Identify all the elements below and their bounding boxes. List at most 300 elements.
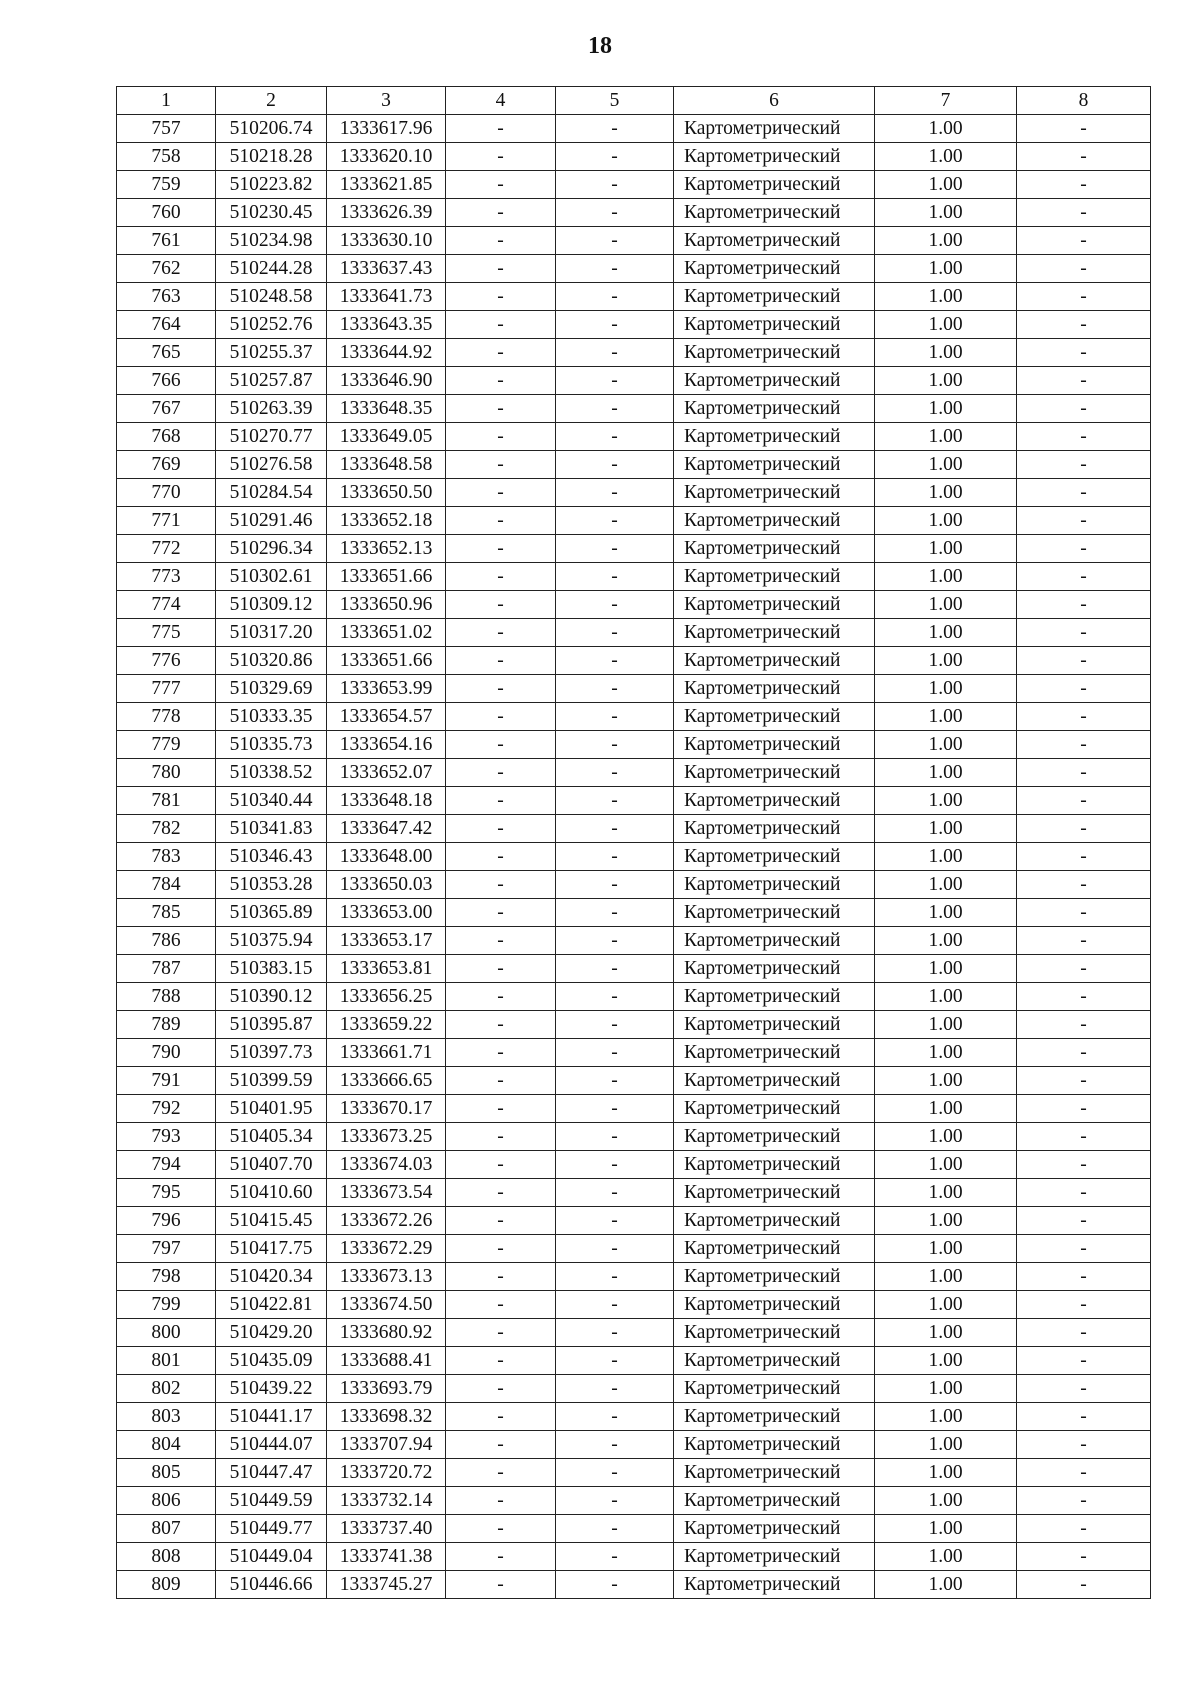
table-row [117, 395, 1151, 423]
cell-col-5: - [556, 1179, 674, 1207]
cell-y-coordinate: 1333659.22 [327, 1011, 446, 1039]
cell-col-4: - [446, 143, 556, 171]
cell-accuracy: 1.00 [875, 983, 1017, 1011]
cell-col-5: - [556, 227, 674, 255]
cell-x-coordinate: 510390.12 [216, 983, 327, 1011]
cell-col-5: - [556, 423, 674, 451]
cell-col-4: - [446, 591, 556, 619]
cell-accuracy: 1.00 [875, 1179, 1017, 1207]
table-row [117, 255, 1151, 283]
cell-col-8: - [1017, 1235, 1151, 1263]
cell-col-8: - [1017, 759, 1151, 787]
cell-accuracy: 1.00 [875, 507, 1017, 535]
cell-accuracy: 1.00 [875, 1319, 1017, 1347]
table-row [117, 1319, 1151, 1347]
cell-method: Картометрический [674, 1571, 875, 1599]
cell-method: Картометрический [674, 1067, 875, 1095]
cell-col-5: - [556, 115, 674, 143]
cell-col-5: - [556, 367, 674, 395]
cell-accuracy: 1.00 [875, 1151, 1017, 1179]
cell-col-5: - [556, 339, 674, 367]
cell-method: Картометрический [674, 927, 875, 955]
cell-accuracy: 1.00 [875, 1235, 1017, 1263]
table-row [117, 1263, 1151, 1291]
cell-accuracy: 1.00 [875, 311, 1017, 339]
cell-method: Картометрический [674, 1207, 875, 1235]
cell-method: Картометрический [674, 1515, 875, 1543]
cell-accuracy: 1.00 [875, 843, 1017, 871]
cell-y-coordinate: 1333672.26 [327, 1207, 446, 1235]
cell-col-5: - [556, 1235, 674, 1263]
cell-method: Картометрический [674, 1459, 875, 1487]
cell-y-coordinate: 1333652.13 [327, 535, 446, 563]
cell-point-number: 768 [117, 423, 216, 451]
cell-y-coordinate: 1333653.99 [327, 675, 446, 703]
cell-x-coordinate: 510335.73 [216, 731, 327, 759]
cell-col-4: - [446, 731, 556, 759]
cell-col-4: - [446, 171, 556, 199]
cell-col-4: - [446, 1291, 556, 1319]
cell-y-coordinate: 1333745.27 [327, 1571, 446, 1599]
cell-y-coordinate: 1333741.38 [327, 1543, 446, 1571]
cell-col-8: - [1017, 1431, 1151, 1459]
cell-y-coordinate: 1333648.18 [327, 787, 446, 815]
cell-x-coordinate: 510320.86 [216, 647, 327, 675]
cell-col-8: - [1017, 227, 1151, 255]
cell-col-5: - [556, 983, 674, 1011]
cell-y-coordinate: 1333674.50 [327, 1291, 446, 1319]
cell-point-number: 801 [117, 1347, 216, 1375]
cell-col-5: - [556, 255, 674, 283]
cell-accuracy: 1.00 [875, 1039, 1017, 1067]
column-header-6: 6 [674, 87, 875, 115]
table-row [117, 1543, 1151, 1571]
cell-method: Картометрический [674, 815, 875, 843]
cell-point-number: 770 [117, 479, 216, 507]
table-row [117, 1347, 1151, 1375]
cell-y-coordinate: 1333672.29 [327, 1235, 446, 1263]
table-row [117, 339, 1151, 367]
cell-accuracy: 1.00 [875, 899, 1017, 927]
cell-col-8: - [1017, 143, 1151, 171]
cell-x-coordinate: 510340.44 [216, 787, 327, 815]
cell-accuracy: 1.00 [875, 1347, 1017, 1375]
cell-col-5: - [556, 647, 674, 675]
cell-y-coordinate: 1333698.32 [327, 1403, 446, 1431]
cell-method: Картометрический [674, 535, 875, 563]
cell-col-4: - [446, 1151, 556, 1179]
cell-method: Картометрический [674, 591, 875, 619]
table-row [117, 1459, 1151, 1487]
cell-method: Картометрический [674, 871, 875, 899]
table-row [117, 367, 1151, 395]
cell-col-8: - [1017, 255, 1151, 283]
cell-col-4: - [446, 1459, 556, 1487]
cell-method: Картометрический [674, 311, 875, 339]
cell-col-8: - [1017, 339, 1151, 367]
cell-x-coordinate: 510383.15 [216, 955, 327, 983]
cell-col-5: - [556, 1123, 674, 1151]
column-header-1: 1 [117, 87, 216, 115]
cell-point-number: 794 [117, 1151, 216, 1179]
cell-x-coordinate: 510410.60 [216, 1179, 327, 1207]
table-row [117, 311, 1151, 339]
cell-accuracy: 1.00 [875, 619, 1017, 647]
table-row [117, 1487, 1151, 1515]
cell-method: Картометрический [674, 1011, 875, 1039]
table-row [117, 1179, 1151, 1207]
cell-col-5: - [556, 1459, 674, 1487]
table-row [117, 1403, 1151, 1431]
cell-accuracy: 1.00 [875, 255, 1017, 283]
cell-col-8: - [1017, 1263, 1151, 1291]
table-row [117, 1151, 1151, 1179]
cell-y-coordinate: 1333651.66 [327, 647, 446, 675]
cell-col-4: - [446, 283, 556, 311]
cell-x-coordinate: 510449.04 [216, 1543, 327, 1571]
cell-col-5: - [556, 395, 674, 423]
cell-point-number: 809 [117, 1571, 216, 1599]
cell-point-number: 793 [117, 1123, 216, 1151]
table-row [117, 479, 1151, 507]
cell-point-number: 766 [117, 367, 216, 395]
cell-method: Картометрический [674, 339, 875, 367]
cell-accuracy: 1.00 [875, 479, 1017, 507]
cell-accuracy: 1.00 [875, 535, 1017, 563]
cell-method: Картометрический [674, 143, 875, 171]
cell-point-number: 763 [117, 283, 216, 311]
cell-col-5: - [556, 1571, 674, 1599]
cell-accuracy: 1.00 [875, 1011, 1017, 1039]
cell-point-number: 792 [117, 1095, 216, 1123]
cell-point-number: 769 [117, 451, 216, 479]
cell-point-number: 800 [117, 1319, 216, 1347]
cell-col-8: - [1017, 927, 1151, 955]
cell-x-coordinate: 510329.69 [216, 675, 327, 703]
cell-col-4: - [446, 1431, 556, 1459]
cell-method: Картометрический [674, 983, 875, 1011]
cell-accuracy: 1.00 [875, 199, 1017, 227]
cell-point-number: 757 [117, 115, 216, 143]
cell-col-4: - [446, 1515, 556, 1543]
cell-col-8: - [1017, 1067, 1151, 1095]
cell-point-number: 759 [117, 171, 216, 199]
cell-point-number: 802 [117, 1375, 216, 1403]
cell-col-5: - [556, 143, 674, 171]
table-row [117, 1571, 1151, 1599]
cell-col-4: - [446, 535, 556, 563]
cell-col-5: - [556, 1543, 674, 1571]
cell-method: Картометрический [674, 703, 875, 731]
cell-x-coordinate: 510401.95 [216, 1095, 327, 1123]
cell-point-number: 807 [117, 1515, 216, 1543]
cell-col-4: - [446, 563, 556, 591]
cell-col-8: - [1017, 1011, 1151, 1039]
cell-x-coordinate: 510435.09 [216, 1347, 327, 1375]
cell-col-8: - [1017, 675, 1151, 703]
table-row [117, 983, 1151, 1011]
table-row [117, 1067, 1151, 1095]
cell-x-coordinate: 510218.28 [216, 143, 327, 171]
cell-point-number: 767 [117, 395, 216, 423]
cell-method: Картометрический [674, 1039, 875, 1067]
cell-x-coordinate: 510439.22 [216, 1375, 327, 1403]
cell-col-4: - [446, 1571, 556, 1599]
table-row [117, 675, 1151, 703]
cell-col-5: - [556, 479, 674, 507]
cell-col-5: - [556, 1207, 674, 1235]
cell-col-5: - [556, 1291, 674, 1319]
cell-accuracy: 1.00 [875, 1375, 1017, 1403]
cell-accuracy: 1.00 [875, 1459, 1017, 1487]
table-row [117, 1291, 1151, 1319]
cell-x-coordinate: 510234.98 [216, 227, 327, 255]
cell-method: Картометрический [674, 1263, 875, 1291]
cell-col-4: - [446, 1375, 556, 1403]
cell-point-number: 805 [117, 1459, 216, 1487]
cell-col-4: - [446, 507, 556, 535]
column-header-4: 4 [446, 87, 556, 115]
cell-y-coordinate: 1333626.39 [327, 199, 446, 227]
cell-y-coordinate: 1333673.25 [327, 1123, 446, 1151]
cell-point-number: 760 [117, 199, 216, 227]
cell-y-coordinate: 1333647.42 [327, 815, 446, 843]
cell-accuracy: 1.00 [875, 451, 1017, 479]
cell-col-8: - [1017, 899, 1151, 927]
cell-y-coordinate: 1333670.17 [327, 1095, 446, 1123]
cell-x-coordinate: 510206.74 [216, 115, 327, 143]
cell-method: Картометрический [674, 1095, 875, 1123]
cell-method: Картометрический [674, 1151, 875, 1179]
cell-x-coordinate: 510420.34 [216, 1263, 327, 1291]
cell-col-5: - [556, 1151, 674, 1179]
cell-x-coordinate: 510309.12 [216, 591, 327, 619]
cell-col-4: - [446, 899, 556, 927]
cell-y-coordinate: 1333641.73 [327, 283, 446, 311]
cell-col-4: - [446, 843, 556, 871]
cell-accuracy: 1.00 [875, 1431, 1017, 1459]
cell-y-coordinate: 1333693.79 [327, 1375, 446, 1403]
cell-col-5: - [556, 171, 674, 199]
cell-point-number: 771 [117, 507, 216, 535]
cell-col-8: - [1017, 619, 1151, 647]
cell-method: Картометрический [674, 255, 875, 283]
cell-x-coordinate: 510244.28 [216, 255, 327, 283]
cell-method: Картометрический [674, 283, 875, 311]
cell-x-coordinate: 510365.89 [216, 899, 327, 927]
cell-method: Картометрический [674, 731, 875, 759]
cell-point-number: 790 [117, 1039, 216, 1067]
cell-col-8: - [1017, 479, 1151, 507]
cell-x-coordinate: 510449.59 [216, 1487, 327, 1515]
cell-col-4: - [446, 1123, 556, 1151]
cell-col-5: - [556, 1375, 674, 1403]
cell-method: Картометрический [674, 759, 875, 787]
cell-accuracy: 1.00 [875, 227, 1017, 255]
cell-point-number: 778 [117, 703, 216, 731]
cell-x-coordinate: 510276.58 [216, 451, 327, 479]
cell-x-coordinate: 510338.52 [216, 759, 327, 787]
cell-accuracy: 1.00 [875, 675, 1017, 703]
table-row [117, 759, 1151, 787]
cell-col-4: - [446, 759, 556, 787]
cell-accuracy: 1.00 [875, 1207, 1017, 1235]
cell-x-coordinate: 510375.94 [216, 927, 327, 955]
cell-x-coordinate: 510415.45 [216, 1207, 327, 1235]
cell-col-8: - [1017, 731, 1151, 759]
cell-point-number: 772 [117, 535, 216, 563]
cell-col-8: - [1017, 535, 1151, 563]
table-row [117, 955, 1151, 983]
cell-x-coordinate: 510252.76 [216, 311, 327, 339]
cell-col-5: - [556, 1403, 674, 1431]
cell-col-8: - [1017, 955, 1151, 983]
table-row [117, 815, 1151, 843]
cell-x-coordinate: 510444.07 [216, 1431, 327, 1459]
cell-x-coordinate: 510223.82 [216, 171, 327, 199]
cell-method: Картометрический [674, 115, 875, 143]
cell-col-8: - [1017, 171, 1151, 199]
column-header-3: 3 [327, 87, 446, 115]
page-number: 18 [588, 33, 612, 59]
cell-x-coordinate: 510302.61 [216, 563, 327, 591]
cell-point-number: 796 [117, 1207, 216, 1235]
cell-point-number: 758 [117, 143, 216, 171]
cell-method: Картометрический [674, 367, 875, 395]
cell-col-4: - [446, 311, 556, 339]
cell-method: Картометрический [674, 1487, 875, 1515]
cell-point-number: 764 [117, 311, 216, 339]
cell-y-coordinate: 1333674.03 [327, 1151, 446, 1179]
cell-x-coordinate: 510296.34 [216, 535, 327, 563]
cell-y-coordinate: 1333651.02 [327, 619, 446, 647]
cell-x-coordinate: 510417.75 [216, 1235, 327, 1263]
table-row [117, 563, 1151, 591]
table-row [117, 283, 1151, 311]
cell-col-4: - [446, 955, 556, 983]
cell-accuracy: 1.00 [875, 1403, 1017, 1431]
table-row [117, 1375, 1151, 1403]
cell-point-number: 806 [117, 1487, 216, 1515]
cell-y-coordinate: 1333737.40 [327, 1515, 446, 1543]
cell-col-4: - [446, 115, 556, 143]
cell-accuracy: 1.00 [875, 367, 1017, 395]
cell-col-5: - [556, 311, 674, 339]
table-row [117, 703, 1151, 731]
cell-y-coordinate: 1333652.18 [327, 507, 446, 535]
cell-col-4: - [446, 479, 556, 507]
cell-col-8: - [1017, 1459, 1151, 1487]
column-header-2: 2 [216, 87, 327, 115]
cell-y-coordinate: 1333650.96 [327, 591, 446, 619]
cell-col-8: - [1017, 367, 1151, 395]
cell-accuracy: 1.00 [875, 171, 1017, 199]
cell-col-5: - [556, 955, 674, 983]
cell-y-coordinate: 1333654.16 [327, 731, 446, 759]
cell-method: Картометрический [674, 563, 875, 591]
cell-method: Картометрический [674, 507, 875, 535]
cell-method: Картометрический [674, 1543, 875, 1571]
cell-col-4: - [446, 255, 556, 283]
cell-y-coordinate: 1333648.58 [327, 451, 446, 479]
cell-method: Картометрический [674, 1291, 875, 1319]
table-row [117, 423, 1151, 451]
cell-x-coordinate: 510284.54 [216, 479, 327, 507]
cell-point-number: 761 [117, 227, 216, 255]
cell-col-4: - [446, 983, 556, 1011]
cell-col-5: - [556, 563, 674, 591]
cell-accuracy: 1.00 [875, 1291, 1017, 1319]
cell-col-8: - [1017, 1291, 1151, 1319]
cell-col-4: - [446, 1095, 556, 1123]
cell-y-coordinate: 1333630.10 [327, 227, 446, 255]
cell-col-5: - [556, 1263, 674, 1291]
cell-method: Картометрический [674, 227, 875, 255]
cell-col-8: - [1017, 1179, 1151, 1207]
cell-accuracy: 1.00 [875, 283, 1017, 311]
cell-col-8: - [1017, 1123, 1151, 1151]
cell-point-number: 784 [117, 871, 216, 899]
cell-y-coordinate: 1333661.71 [327, 1039, 446, 1067]
table-row [117, 899, 1151, 927]
cell-point-number: 775 [117, 619, 216, 647]
cell-accuracy: 1.00 [875, 731, 1017, 759]
cell-method: Картометрический [674, 395, 875, 423]
cell-col-5: - [556, 1095, 674, 1123]
cell-col-8: - [1017, 1095, 1151, 1123]
cell-y-coordinate: 1333654.57 [327, 703, 446, 731]
cell-col-5: - [556, 927, 674, 955]
cell-col-4: - [446, 1179, 556, 1207]
table-row [117, 451, 1151, 479]
cell-col-5: - [556, 703, 674, 731]
table-row [117, 1235, 1151, 1263]
cell-accuracy: 1.00 [875, 563, 1017, 591]
table-row [117, 591, 1151, 619]
table-row [117, 199, 1151, 227]
cell-y-coordinate: 1333653.00 [327, 899, 446, 927]
cell-col-8: - [1017, 199, 1151, 227]
cell-col-4: - [446, 927, 556, 955]
cell-col-8: - [1017, 1571, 1151, 1599]
cell-point-number: 783 [117, 843, 216, 871]
cell-x-coordinate: 510248.58 [216, 283, 327, 311]
cell-col-5: - [556, 1039, 674, 1067]
cell-x-coordinate: 510399.59 [216, 1067, 327, 1095]
cell-col-4: - [446, 1319, 556, 1347]
cell-col-5: - [556, 871, 674, 899]
cell-point-number: 795 [117, 1179, 216, 1207]
cell-y-coordinate: 1333673.54 [327, 1179, 446, 1207]
cell-y-coordinate: 1333732.14 [327, 1487, 446, 1515]
cell-col-8: - [1017, 395, 1151, 423]
cell-x-coordinate: 510397.73 [216, 1039, 327, 1067]
cell-method: Картометрический [674, 1179, 875, 1207]
cell-y-coordinate: 1333720.72 [327, 1459, 446, 1487]
table-row [117, 647, 1151, 675]
cell-y-coordinate: 1333637.43 [327, 255, 446, 283]
cell-accuracy: 1.00 [875, 395, 1017, 423]
cell-col-5: - [556, 675, 674, 703]
cell-point-number: 789 [117, 1011, 216, 1039]
table-row [117, 731, 1151, 759]
table-header [117, 87, 1151, 115]
cell-x-coordinate: 510446.66 [216, 1571, 327, 1599]
cell-accuracy: 1.00 [875, 1543, 1017, 1571]
cell-col-8: - [1017, 1207, 1151, 1235]
table-row [117, 115, 1151, 143]
cell-method: Картометрический [674, 1375, 875, 1403]
